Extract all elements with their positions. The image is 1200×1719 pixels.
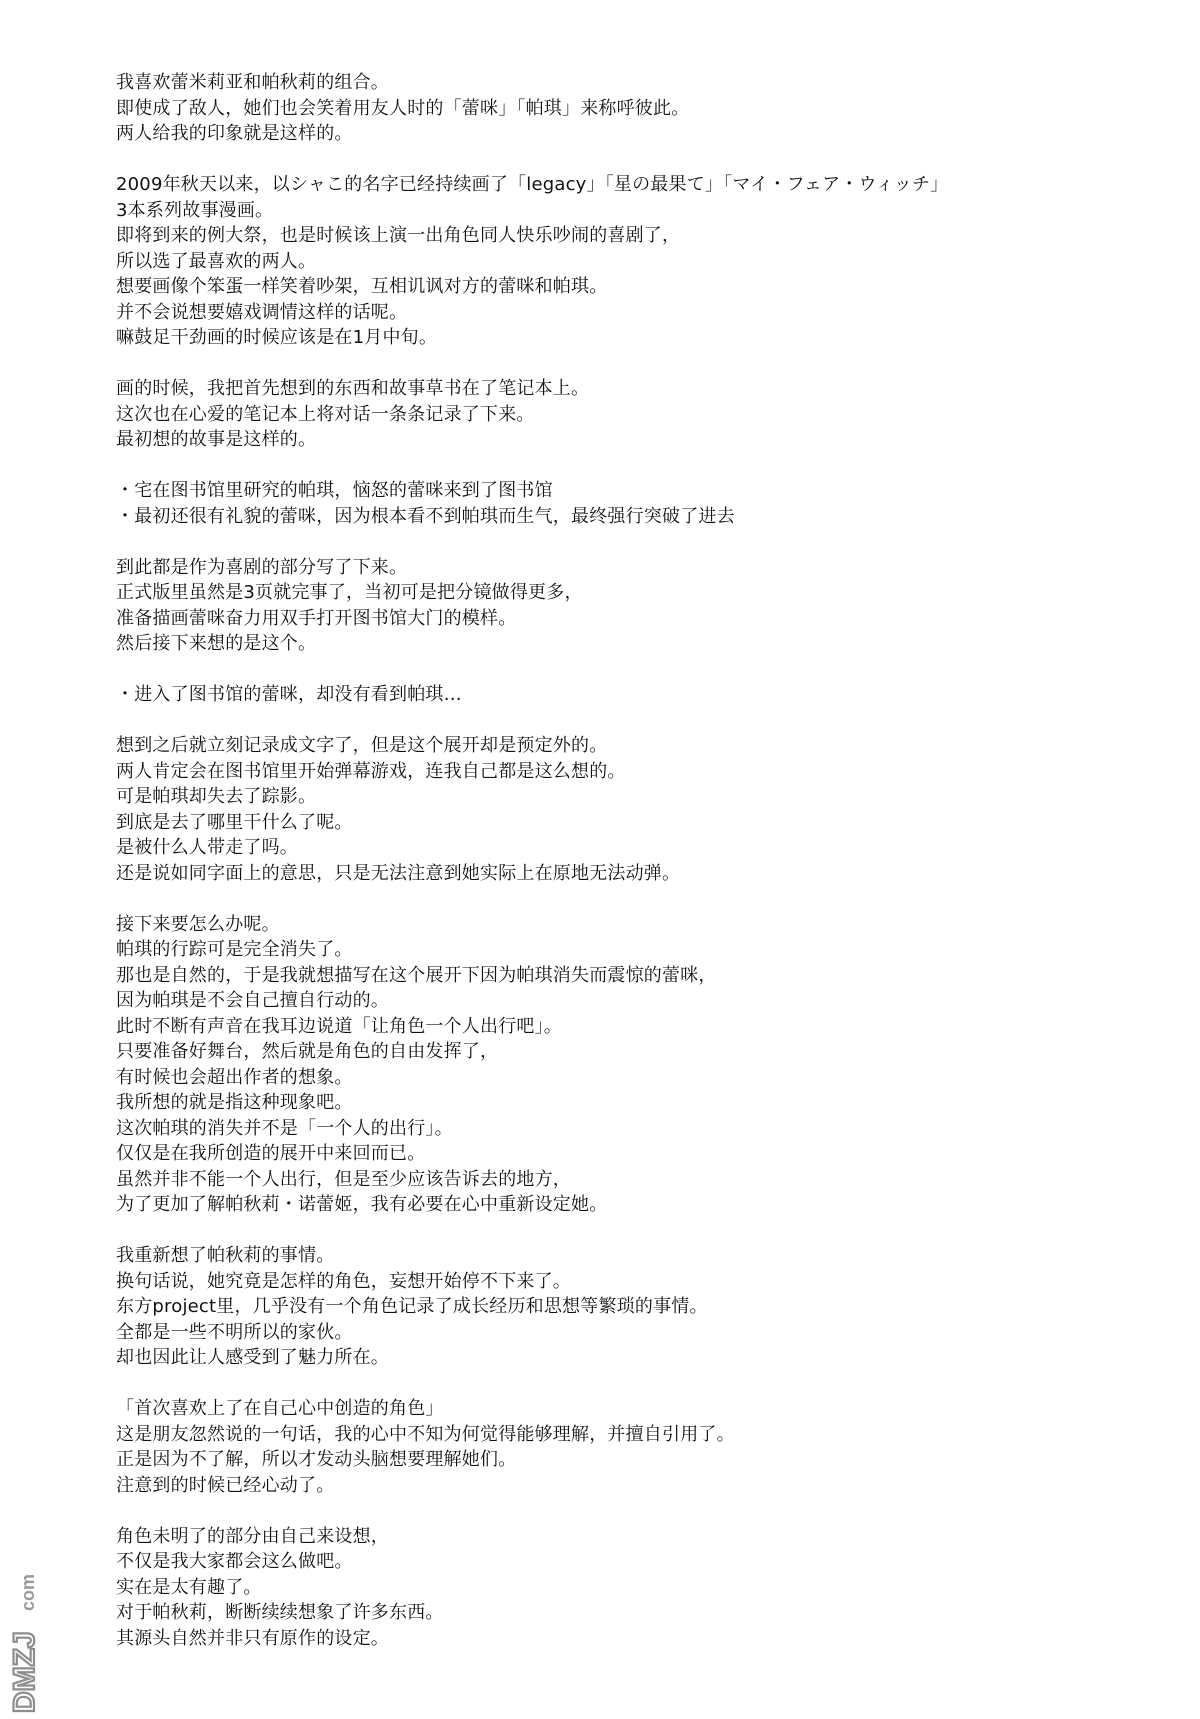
text-line: 这次帕琪的消失并不是「一个人的出行」。 [116,1117,453,1139]
text-line: 到底是去了哪里干什么了呢。 [116,811,353,833]
text-line: 并不会说想要嬉戏调情这样的话呢。 [116,301,408,323]
text-line: 两人肯定会在图书馆里开始弹幕游戏，连我自己都是这么想的。 [116,760,626,782]
text-line: 此时不断有声音在我耳边说道「让角色一个人出行吧」。 [116,1015,562,1037]
text-line: 3本系列故事漫画。 [116,199,274,221]
text-line: 「首次喜欢上了在自己心中创造的角色」 [116,1398,444,1419]
text-line: 到此都是作为喜剧的部分写了下来。 [116,556,408,578]
text-line: 可是帕琪却失去了踪影。 [116,786,317,807]
text-line: 即使成了敌人，她们也会笑着用友人时的「蕾咪」「帕琪」来称呼彼此。 [116,97,690,119]
text-line: 为了更加了解帕秋莉・诺蕾姬，我有必要在心中重新设定她。 [116,1194,608,1215]
text-line: ・宅在图书馆里研究的帕琪，恼怒的蕾咪来到了图书馆 [116,480,553,501]
paragraph [116,1243,1116,1371]
paragraph [116,1524,1116,1652]
text-line: 有时候也会超出作者的想象。 [116,1066,353,1088]
text-line: ・进入了图书馆的蕾咪，却没有看到帕琪… [116,684,462,705]
text-line: 全都是一些不明所以的家伙。 [116,1321,353,1343]
text-line: 虽然并非不能一个人出行，但是至少应该告诉去的地方， [116,1168,571,1190]
paragraph [116,555,1116,657]
paragraph [116,172,1116,351]
text-line: 换句话说，她究竟是怎样的角色，妄想开始停不下来了。 [116,1270,571,1292]
text-line: 因为帕琪是不会自己擅自行动的。 [116,990,389,1011]
watermark-logo-text: DMZJ [8,1631,41,1713]
text-line: 这是朋友忽然说的一句话，我的心中不知为何觉得能够理解，并擅自引用了。 [116,1423,735,1445]
text-line: 仅仅是在我所创造的展开中来回而已。 [116,1143,426,1164]
text-line: 东方project里，几乎没有一个角色记录了成长经历和思想等繁琐的事情。 [116,1296,708,1317]
text-line: 帕琪的行踪可是完全消失了。 [116,939,353,960]
text-line: 想到之后就立刻记录成文字了，但是这个展开却是预定外的。 [116,735,608,756]
paragraph [116,70,1116,147]
text-line: 我重新想了帕秋莉的事情。 [116,1245,335,1266]
text-line: ・最初还很有礼貌的蕾咪，因为根本看不到帕琪而生气，最终强行突破了进去 [116,505,735,527]
text-line: 两人给我的印象就是这样的。 [116,123,353,144]
text-line: 准备描画蕾咪奋力用双手打开图书馆大门的模样。 [116,607,517,629]
paragraph [116,912,1116,1218]
text-line: 我所想的就是指这种现象吧。 [116,1092,353,1113]
paragraph [116,478,1116,529]
text-line: 画的时候，我把首先想到的东西和故事草书在了笔记本上。 [116,378,590,399]
document-body [116,70,1116,1677]
text-line: 2009年秋天以来，以シャこ的名字已经持续画了「legacy」「星の最果て」「マイ・フェア・ウィッチ」 [116,174,949,195]
paragraph [116,733,1116,886]
text-line: 实在是太有趣了。 [116,1576,262,1598]
text-line: 其源头自然并非只有原作的设定。 [116,1627,389,1649]
text-line: 还是说如同字面上的意思，只是无法注意到她实际上在原地无法动弹。 [116,862,681,884]
paragraph [116,376,1116,453]
text-line: 注意到的时候已经心动了。 [116,1474,335,1496]
watermark-logo [4,1555,44,1715]
text-line: 接下来要怎么办呢。 [116,913,280,935]
text-line: 是被什么人带走了吗。 [116,837,298,858]
dmzj-logo-icon [4,1555,44,1715]
paragraph [116,682,1116,708]
text-line: 我喜欢蕾米莉亚和帕秋莉的组合。 [116,72,389,93]
text-line: 只要准备好舞台，然后就是角色的自由发挥了， [116,1041,499,1062]
text-line: 正式版里虽然是3页就完事了，当初可是把分镜做得更多， [116,582,583,603]
text-line: 所以选了最喜欢的两人。 [116,250,317,272]
watermark-domain-text: com [18,1573,38,1611]
text-line: 嘛鼓足干劲画的时候应该是在1月中旬。 [116,327,438,348]
text-line: 即将到来的例大祭，也是时候该上演一出角色同人快乐吵闹的喜剧了， [116,225,681,246]
paragraph [116,1396,1116,1498]
text-line: 不仅是我大家都会这么做吧。 [116,1551,353,1572]
text-line: 想要画像个笨蛋一样笑着吵架，互相讥讽对方的蕾咪和帕琪。 [116,276,608,297]
text-line: 却也因此让人感受到了魅力所在。 [116,1347,389,1368]
text-line: 对于帕秋莉，断断续续想象了许多东西。 [116,1602,444,1623]
text-line: 然后接下来想的是这个。 [116,633,317,654]
text-line: 那也是自然的，于是我就想描写在这个展开下因为帕琪消失而震惊的蕾咪， [116,964,717,986]
text-line: 最初想的故事是这样的。 [116,429,317,450]
text-line: 角色未明了的部分由自己来设想， [116,1525,389,1547]
text-line: 正是因为不了解，所以才发动头脑想要理解她们。 [116,1449,517,1470]
text-line: 这次也在心爱的笔记本上将对话一条条记录了下来。 [116,403,535,425]
